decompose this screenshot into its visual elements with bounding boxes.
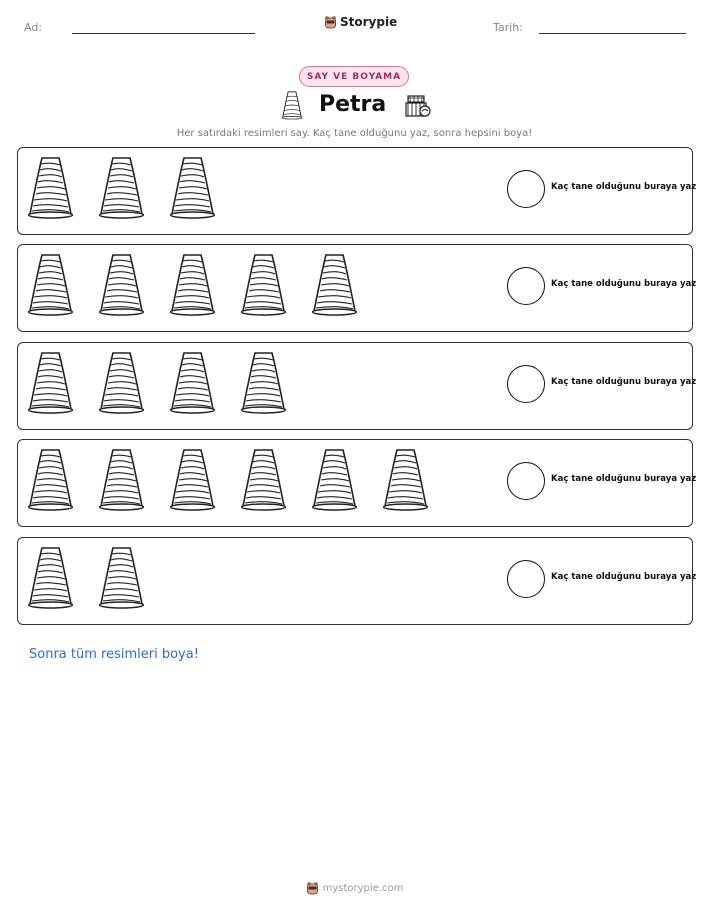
answer-prompt: Kaç tane olduğunu buraya yaz	[551, 377, 697, 387]
petra-rock-icon	[99, 446, 144, 512]
counting-row-3	[17, 342, 697, 430]
petra-rock-icon	[99, 349, 144, 415]
date-label: Tarih:	[493, 21, 523, 34]
answer-prompt: Kaç tane olduğunu buraya yaz	[551, 279, 697, 289]
answer-prompt: Kaç tane olduğunu buraya yaz	[551, 474, 697, 484]
footer	[0, 881, 709, 895]
counting-row-4	[17, 439, 697, 527]
row-items	[28, 349, 286, 423]
petra-rock-icon	[170, 251, 215, 317]
petra-rock-icon	[28, 544, 73, 610]
petra-rock-icon	[28, 349, 73, 415]
answer-circle[interactable]	[507, 267, 545, 305]
petra-rock-icon	[170, 154, 215, 220]
petra-rock-icon	[241, 349, 286, 415]
row-items	[28, 446, 428, 520]
petra-rock-icon	[28, 446, 73, 512]
activity-tag: SAY VE BOYAMA	[299, 66, 409, 87]
row-items	[28, 251, 357, 325]
petra-rock-icon	[28, 251, 73, 317]
answer-circle[interactable]	[507, 560, 545, 598]
petra-rock-icon	[241, 251, 286, 317]
name-line[interactable]	[72, 33, 255, 34]
counting-row-2	[17, 244, 697, 332]
petra-rock-icon	[99, 251, 144, 317]
petra-rock-icon	[170, 446, 215, 512]
name-label: Ad:	[24, 21, 43, 34]
storypie-bear-icon	[324, 15, 337, 29]
petra-rock-icon	[99, 544, 144, 610]
storypie-bear-icon	[306, 881, 319, 895]
petra-treasury-icon	[404, 93, 432, 119]
counting-row-5	[17, 537, 697, 625]
petra-rock-icon	[170, 349, 215, 415]
answer-circle[interactable]	[507, 462, 545, 500]
petra-rock-icon	[241, 446, 286, 512]
petra-rock-icon	[312, 446, 357, 512]
petra-rock-icon	[99, 154, 144, 220]
petra-rock-icon	[312, 251, 357, 317]
answer-prompt: Kaç tane olduğunu buraya yaz	[551, 182, 697, 192]
row-items	[28, 154, 215, 228]
answer-circle[interactable]	[507, 170, 545, 208]
brand-name: Storypie	[340, 15, 398, 29]
counting-row-1	[17, 147, 697, 235]
footer-site: mystorypie.com	[322, 882, 404, 894]
instructions: Her satırdaki resimleri say. Kaç tane olduğunu yaz, sonra hepsini boya!	[176, 128, 533, 139]
page-title: Petra	[319, 92, 387, 117]
petra-rock-icon	[383, 446, 428, 512]
petra-rock-icon	[281, 90, 303, 120]
answer-circle[interactable]	[507, 365, 545, 403]
petra-rock-icon	[28, 154, 73, 220]
row-items	[28, 544, 144, 618]
answer-prompt: Kaç tane olduğunu buraya yaz	[551, 572, 697, 582]
closing-instruction: Sonra tüm resimleri boya!	[29, 647, 199, 662]
brand-header	[324, 15, 397, 29]
date-line[interactable]	[539, 33, 686, 34]
